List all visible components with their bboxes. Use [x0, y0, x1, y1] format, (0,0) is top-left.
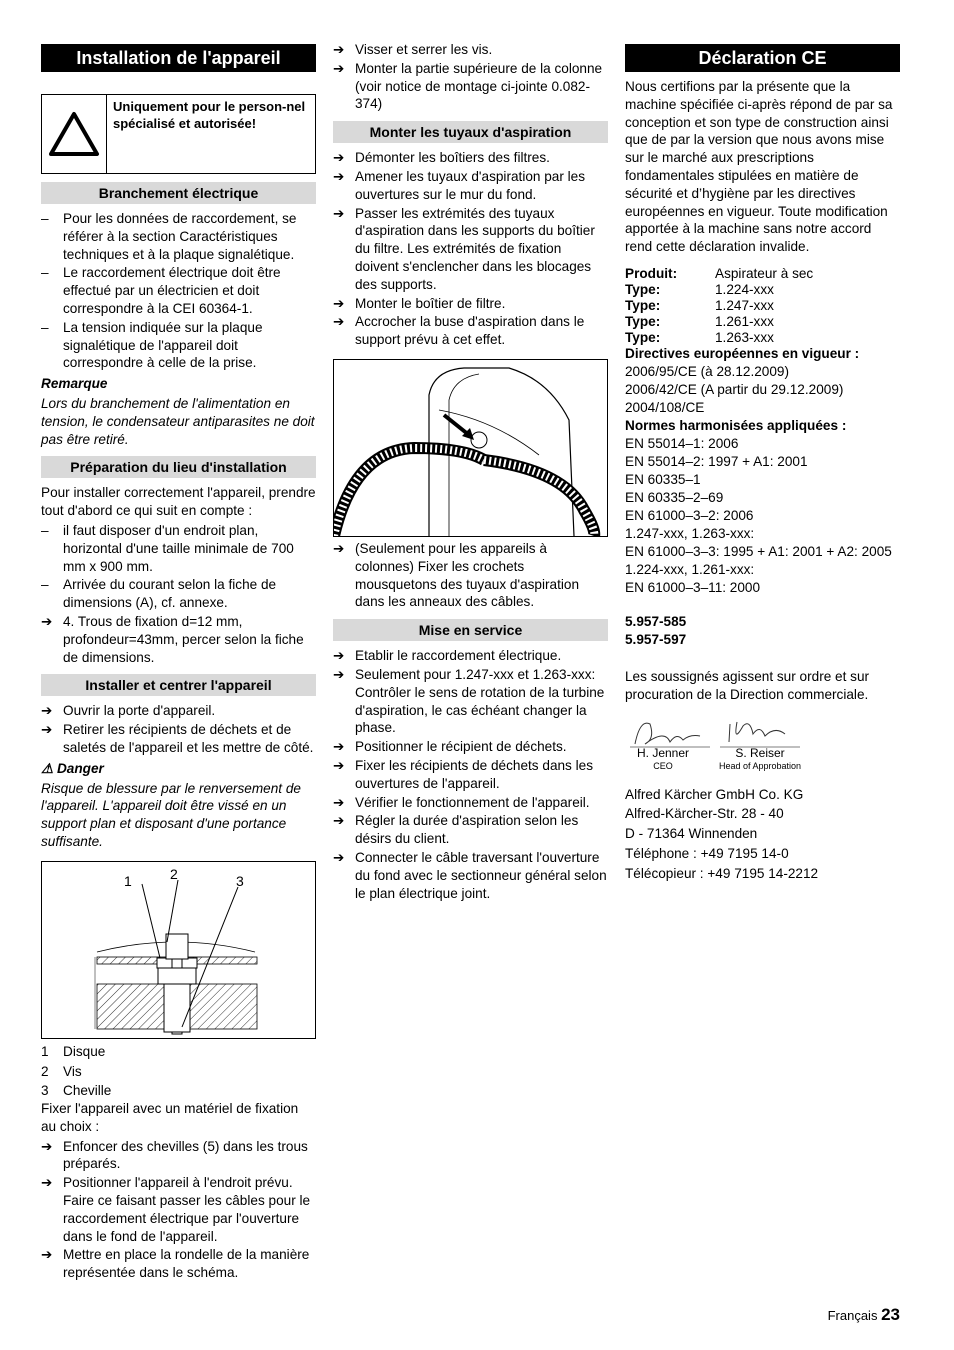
- remark-text: Lors du branchement de l'alimentation en tension, le condensateur antiparasites ne doit pas être retiré.: [41, 395, 315, 447]
- legend-item: Disque: [63, 1043, 106, 1059]
- step-item: Monter la partie supérieure de la colonne (voir notice de montage ci-jointe 0.082-374): [355, 60, 603, 112]
- mandate-text: Les soussignés agissent sur ordre et sur procuration de la Direction commerciale.: [625, 668, 870, 702]
- fig-label-3: 3: [236, 872, 244, 889]
- step-item: Régler la durée d'aspiration selon les désirs du client.: [355, 813, 579, 847]
- danger-triangle-icon: ⚠: [41, 760, 54, 776]
- arrow-icon: ➔: [41, 1138, 53, 1154]
- list-item: il faut disposer d'un endroit plan, horizontal d'une taille minimale de 700 mm x 900 mm.: [63, 522, 294, 574]
- arrow-icon: ➔: [333, 150, 345, 166]
- column-declaration: Déclaration CE Nous certifions par la présente que la machine spécifiée ci-après répond de par sa conception et son type de construction ainsi que de par la version que nous avons mise sur le marché aux prescriptions fondamentales stipulées en matière de sécurité et d’hygiène par les directives européennes en vigueur. Toute modification apportée à la machine sans notre accord rend cette déclaration invalide. Produit: Aspirateur à sec Type: 1.224-xxx Type: 1.247-xxx Type: 1.261-xxx Type: 1.263-xxx Directives européennes en vigueur : 2006/95/CE (à 28.12.2009) 2006/42/CE (A partir du 29.12.2009) 2004/108/CE Normes harmonisées appliquées : EN 55014–1: 2006 EN 55014–2: 1997 + A1: 2001 EN 60335–1 EN 60335–2–69 EN 61000–3–2: 2006 1.247-xxx, 1.263-xxx: EN 61000–3–3: 1995 + A1: 2001 + A2: 2005 1.224-xxx, 1.261-xxx: EN 61000–3–11: 2000 5.957-585 5.957-597 Les soussignés agissent sur ordre et sur procuration de la Direction commerciale. H. Jenner CEO S. Reiser Head of Approbation Alfred Kärcher GmbH Co. KG Alfred-Kärcher-Str. 28 - 40 D - 71364 Winnenden Téléphone : +49 7195 14-0 Télécopieur : +49 7195 14-2212: [625, 44, 900, 885]
- arrow-icon: ➔: [41, 722, 53, 738]
- warning-box: [41, 94, 316, 174]
- step-item: Démonter les boîtiers des filtres.: [355, 150, 550, 166]
- arrow-icon: ➔: [333, 849, 345, 865]
- step-item: Etablir le raccordement électrique.: [355, 648, 562, 664]
- step-item: Positionner l'appareil à l'endroit prévu. Faire ce faisant passer les câbles pour le raccordement électrique par l'ouverture dans le fond de l'appareil.: [63, 1175, 311, 1244]
- declaration-intro: Nous certifions par la présente que la machine spécifiée ci-après répond de par sa conception et son type de construction ainsi que de par la version que nous avons mise sur le marché aux prescriptions fondamentales stipulées en matière de sécurité et d’hygiène par les directives européennes en vigueur. Toute modification apportée à la machine sans notre accord rend cette déclaration invalide.: [625, 79, 893, 255]
- step-item: Mettre en place la rondelle de la manière représentée dans le schéma.: [63, 1247, 310, 1281]
- remark-title: Remarque: [41, 376, 108, 392]
- list-item: Arrivée du courant selon la fiche de dimensions (A), cf. annexe.: [63, 577, 277, 611]
- step-item: Positionner le récipient de déchets.: [355, 739, 567, 755]
- signer-2-role: Head of Approbation: [718, 760, 802, 771]
- step-item: Monter le boîtier de filtre.: [355, 295, 506, 311]
- arrow-icon: ➔: [333, 540, 345, 556]
- arrow-icon: ➔: [333, 794, 345, 810]
- legend-item: Vis: [63, 1063, 82, 1079]
- step-item: Retirer les récipients de déchets et de saletés de l'appareil et les mettre de côté.: [63, 722, 314, 755]
- step-item: Ouvrir la porte d'appareil.: [63, 703, 216, 719]
- subsection-preparation: Préparation du lieu d'installation: [41, 456, 316, 478]
- fig-label-1: 1: [124, 872, 132, 889]
- danger-text: Risque de blessure par le renversement de l'appareil. L'appareil doit être vissé en un support plan et disposant d'une portance suffisante.: [41, 780, 301, 849]
- step-item: Fixer les récipients de déchets dans les ouvertures de l'appareil.: [355, 757, 594, 791]
- arrow-icon: ➔: [41, 703, 53, 719]
- list-item: Pour les données de raccordement, se référer à la section Caractéristiques techniques et à la plaque signalétique.: [63, 211, 297, 262]
- section-title-declaration: Déclaration CE: [625, 44, 900, 72]
- product-table: Produit: Aspirateur à sec Type: 1.224-xxx Type: 1.247-xxx Type: 1.261-xxx Type: 1.263-xxx: [625, 265, 814, 345]
- step-item: Seulement pour 1.247-xxx et 1.263-xxx: Contrôler le sens de rotation de la turbine d'aspiration, le cas échéant changer la phase.: [355, 666, 605, 736]
- arrow-icon: ➔: [333, 295, 345, 311]
- arrow-icon: ➔: [333, 648, 345, 664]
- step-item: Amener les tuyaux d'aspiration par les ouvertures sur le mur du fond.: [355, 168, 586, 202]
- legend-item: Cheville: [63, 1083, 112, 1099]
- fix-intro: Fixer l'appareil avec un matériel de fixation au choix :: [41, 1101, 299, 1134]
- step-item: Enfoncer des chevilles (5) dans les trous préparés.: [63, 1138, 308, 1172]
- list-item: La tension indiquée sur la plaque signalétique de l'appareil doit correspondre à celle de la prise.: [63, 319, 263, 371]
- arrow-icon: ➔: [333, 42, 345, 57]
- norms-title: Normes harmonisées appliquées :: [625, 417, 847, 433]
- arrow-icon: ➔: [333, 757, 345, 773]
- list-item: Le raccordement électrique doit être effectué par un électricien et doit correspondre à la CEI 60364-1.: [63, 265, 281, 316]
- signature-reiser: [729, 722, 785, 742]
- signature-jenner: [635, 723, 700, 744]
- arrow-icon: ➔: [333, 205, 345, 221]
- directives-title: Directives européennes en vigueur :: [625, 345, 860, 361]
- column-installation: Installation de l'appareil Uniquement pour le person-nel spécialisé et autorisée! Branchement électrique – Pour les données de raccordement, se référer à la section Caractéristiques techniques et à la plaque signalétique. – Le raccordement électrique doit être effectué par un électricien et doit correspondre à la CEI 60364-1. – La tension indiquée sur la plaque signalétique de l'appareil doit correspondre à celle de la prise. Remarque Lors du branchement de l'alimentation en tension, le condensateur antiparasites ne doit pas être retiré. Préparation du lieu d'installation Pour installer correctement l'appareil, prendre tout d'abord ce qui suit en compte : – il faut disposer d'un endroit plan, horizontal d'une taille minimale de 700 mm x 900 mm. – Arrivée du courant selon la fiche de dimensions (A), cf. annexe. ➔ 4. Trous de fixation d=12 mm, profondeur=43mm, percer selon la fiche de dimensions. Installer et centrer l'appareil ➔ Ouvrir la porte d'appareil. ➔ Retirer les récipients de déchets et de saletés de l'appareil et les mettre de côté. ⚠ Danger Risque de blessure par le renversement de l'appareil. L'appareil doit être vissé en un support plan et disposant d'une portance suffisante. 1 2 3 1 Disque 2 Vis 3 Cheville Fixer l'appareil avec un matériel de fixation au choix : ➔ Enfoncer des chevilles (5) dans les trous préparés. ➔ Positionner l'appareil à l'endroit prévu. Faire ce faisant passer les câbles pour le raccordement électrique par l'ouverture dans le fond de l'appareil. ➔ Mettre en place la rondelle de la manière représentée dans le schéma.: [41, 44, 316, 1283]
- danger-title: ⚠ Danger: [41, 760, 104, 776]
- column-mounting: [333, 41, 608, 903]
- company-address: Alfred Kärcher GmbH Co. KG Alfred-Kärcher-Str. 28 - 40 D - 71364 Winnenden Téléphone : +49 7195 14-0 Télécopieur : +49 7195 14-2212: [625, 786, 819, 881]
- arrow-icon: ➔: [333, 60, 345, 76]
- signer-1-role: CEO: [653, 760, 673, 771]
- fig-label-2: 2: [170, 865, 178, 882]
- signer-2-name: S. Reiser: [735, 745, 785, 760]
- arrow-icon: ➔: [41, 1175, 53, 1191]
- step-item: Vérifier le fonctionnement de l'appareil.: [355, 794, 590, 810]
- arrow-icon: ➔: [333, 739, 345, 755]
- signer-1-name: H. Jenner: [636, 745, 690, 760]
- arrow-icon: ➔: [41, 613, 53, 629]
- suction-hose-diagram: [333, 359, 608, 537]
- subsection-electrical: Branchement électrique: [41, 182, 316, 204]
- step-item: Visser et serrer les vis.: [355, 42, 493, 57]
- page-number: 23: [881, 1305, 900, 1324]
- page-footer: [828, 1306, 900, 1325]
- step-item: Accrocher la buse d'aspiration dans le support prévu à cet effet.: [355, 314, 585, 348]
- subsection-service: Mise en service: [333, 619, 608, 641]
- section-title-installation: Installation de l'appareil: [41, 44, 316, 72]
- arrow-icon: ➔: [333, 314, 345, 330]
- arrow-icon: ➔: [333, 666, 345, 682]
- arrow-icon: ➔: [333, 168, 345, 184]
- subsection-install-center: Installer et centrer l'appareil: [41, 674, 316, 696]
- step-item: Passer les extrémités des tuyaux d'aspiration dans les supports du boîtier du filtre. Les extrémités de fixation doivent s'enclencher dans les blocages des supports.: [355, 205, 595, 292]
- step-item: Connecter le câble traversant l'ouverture du fond avec le sectionneur général selon le plan électrique joint.: [355, 849, 607, 901]
- warning-triangle-icon: [42, 95, 107, 173]
- arrow-icon: ➔: [333, 813, 345, 829]
- subsection-tubes: Monter les tuyaux d'aspiration: [333, 121, 608, 143]
- arrow-icon: ➔: [41, 1247, 53, 1263]
- step-item: (Seulement pour les appareils à colonnes) Fixer les crochets mousquetons des tuyaux d'aspiration dans les anneaux des câbles.: [355, 540, 580, 610]
- footer-language: Français: [827, 1308, 878, 1323]
- signatures: [625, 714, 900, 778]
- step-item: 4. Trous de fixation d=12 mm, profondeur=43mm, percer selon la fiche de dimensions.: [63, 613, 304, 665]
- prep-intro: Pour installer correctement l'appareil, prendre tout d'abord ce qui suit en compte :: [41, 485, 316, 519]
- fixation-diagram: [41, 861, 316, 1039]
- warning-text: Uniquement pour le person-nel spécialisé et autorisée!: [113, 99, 306, 131]
